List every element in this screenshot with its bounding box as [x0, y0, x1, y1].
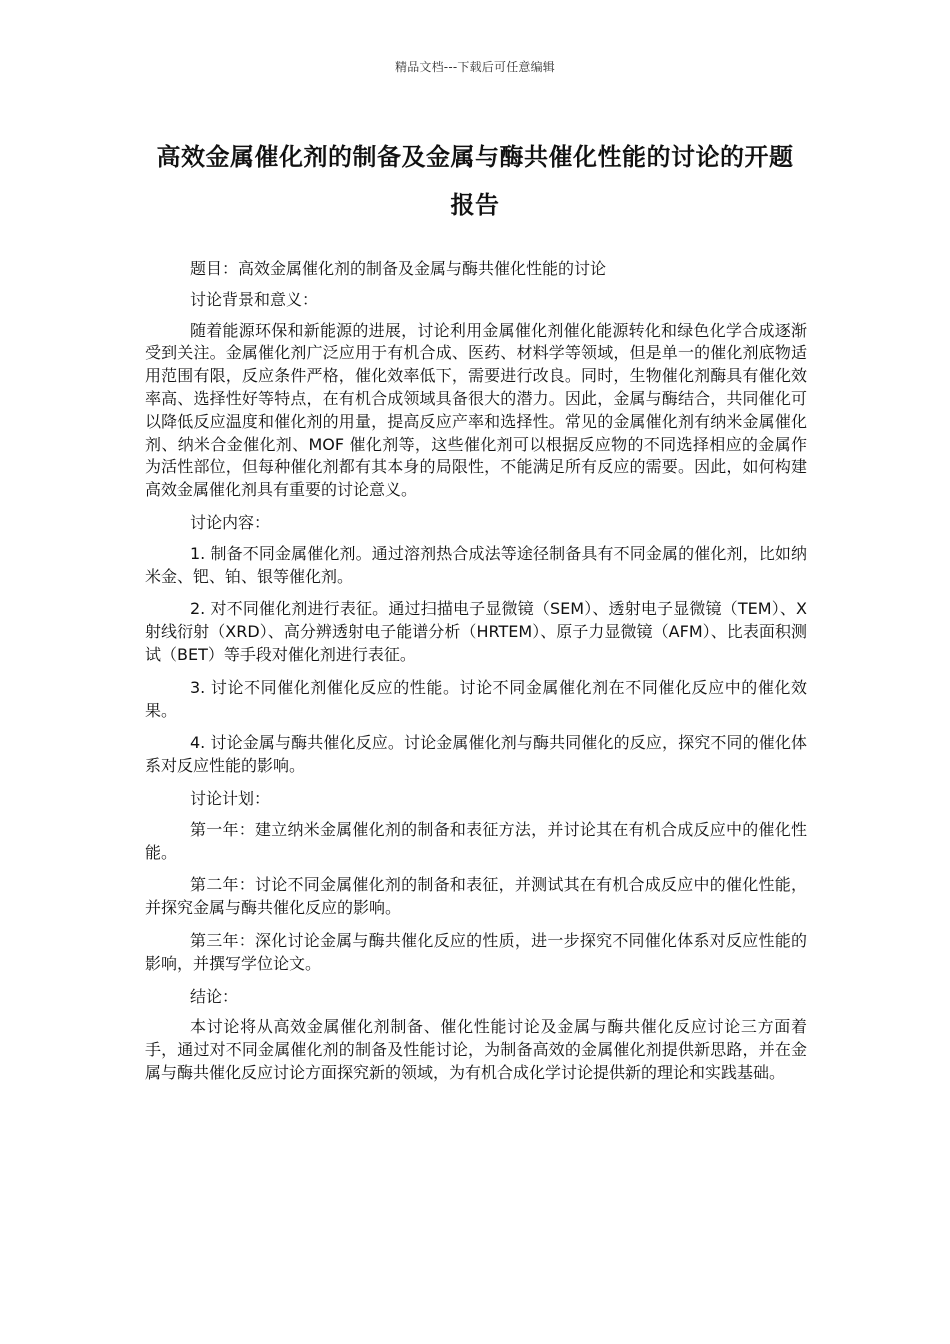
content-item-4: 4. 讨论金属与酶共催化反应。讨论金属催化剂与酶共同催化的反应，探究不同的催化体系对反应性能的影响。	[145, 733, 807, 776]
topic-line: 题目：高效金属催化剂的制备及金属与酶共催化性能的讨论	[190, 259, 607, 278]
conclusion-paragraph: 本讨论将从高效金属催化剂制备、催化性能讨论及金属与酶共催化反应讨论三方面着手，通过对不同金属催化剂的制备及性能讨论，为制备高效的金属催化剂提供新思路，并在金属与酶共催化反应讨论方面探究新的领域，为有机合成化学讨论提供新的理论和实践基础。	[145, 1017, 807, 1082]
document-body	[145, 258, 807, 1093]
content-item-3: 3. 讨论不同催化剂催化反应的性能。讨论不同金属催化剂在不同催化反应中的催化效果。	[145, 677, 807, 720]
page-header: 精品文档---下载后可任意编辑	[395, 60, 555, 74]
content-item-2: 2. 对不同催化剂进行表征。通过扫描电子显微镜（SEM）、透射电子显微镜（TEM）、X 射线衍射（XRD）、高分辨透射电子能谱分析（HRTEM）、原子力显微镜（AFM）、比表面积测试（BET）等手段对催化剂进行表征。	[145, 599, 807, 664]
section-heading-content: 讨论内容：	[190, 512, 271, 532]
plan-year-3: 第三年：深化讨论金属与酶共催化反应的性质，进一步探究不同催化体系对反应性能的影响，并撰写学位论文。	[145, 930, 807, 973]
plan-year-1: 第一年：建立纳米金属催化剂的制备和表征方法，并讨论其在有机合成反应中的催化性能。	[145, 819, 807, 862]
plan-year-2: 第二年：讨论不同金属催化剂的制备和表征，并测试其在有机合成反应中的催化性能，并探究金属与酶共催化反应的影响。	[145, 875, 807, 918]
background-paragraph: 随着能源环保和新能源的进展，讨论利用金属催化剂催化能源转化和绿色化学合成逐渐受到关注。金属催化剂广泛应用于有机合成、医药、材料学等领域，但是单一的催化剂底物适用范围有限，反应条件严格，催化效率低下，需要进行改良。同时，生物催化剂酶具有催化效率高、选择性好等特点，在有机合成领域具备很大的潜力。因此，金属与酶结合，共同催化可以降低反应温度和催化剂的用量，提高反应产率和选择性。常见的金属催化剂有纳米金属催化剂、纳米合金催化剂、MOF 催化剂等，这些催化剂可以根据反应物的不同选择相应的金属作为活性部位，但每种催化剂都有其本身的局限性，不能满足所有反应的需要。因此，如何构建高效金属催化剂具有重要的讨论意义。	[145, 320, 807, 500]
section-heading-plan: 讨论计划：	[190, 788, 271, 808]
content-item-1: 1. 制备不同金属催化剂。通过溶剂热合成法等途径制备具有不同金属的催化剂，比如纳米金、钯、铂、银等催化剂。	[145, 543, 807, 586]
section-heading-background: 讨论背景和意义：	[190, 289, 319, 309]
section-heading-conclusion: 结论：	[190, 986, 239, 1006]
document-title: 高效金属催化剂的制备及金属与酶共催化性能的讨论的开题报告	[156, 143, 794, 219]
